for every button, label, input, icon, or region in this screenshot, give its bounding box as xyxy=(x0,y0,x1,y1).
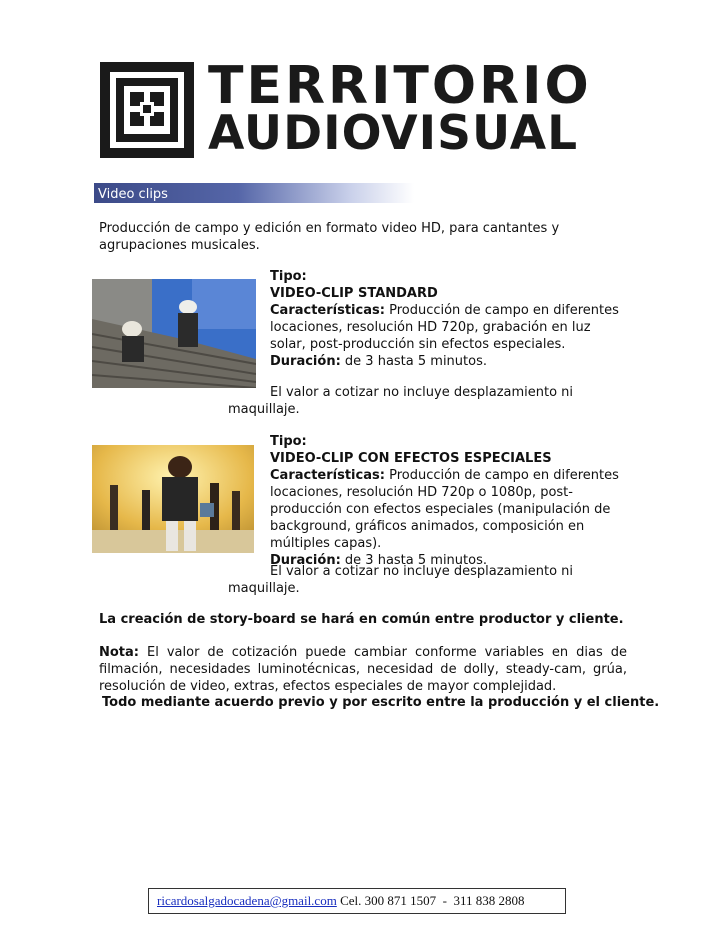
video-clip-efectos-block xyxy=(270,433,632,569)
duracion-text: de 3 hasta 5 minutos. xyxy=(344,553,487,568)
caracteristicas-label: Características: xyxy=(270,468,385,483)
video-clip-standard-photo xyxy=(92,279,256,388)
logo-line-2: AUDIOVISUAL xyxy=(208,106,579,161)
video-clip-standard-block xyxy=(270,268,625,370)
tipo-label: Tipo: xyxy=(270,434,307,449)
duracion-label: Duración: xyxy=(270,354,341,369)
nota-paragraph xyxy=(99,644,627,695)
phone-numbers: Cel. 300 871 1507 - 311 838 2808 xyxy=(340,893,525,908)
tipo-value: VIDEO-CLIP CON EFECTOS ESPECIALES xyxy=(270,451,552,466)
tipo-value: VIDEO-CLIP STANDARD xyxy=(270,286,438,301)
video-clip-efectos-photo xyxy=(92,445,254,553)
storyboard-text: La creación de story-board se hará en común entre productor y cliente. xyxy=(99,612,624,627)
duracion-text: de 3 hasta 5 minutos. xyxy=(344,354,487,369)
email-link[interactable]: ricardosalgadocadena@gmail.com xyxy=(157,893,337,908)
logo-line-1: TERRITORIO xyxy=(208,56,592,116)
note-standard: El valor a cotizar no incluye desplazamiento ni maquillaje. xyxy=(228,385,574,417)
logo xyxy=(96,58,626,162)
intro-text: Producción de campo y edición en formato video HD, para cantantes y agrupaciones musicales. xyxy=(99,221,560,253)
nota-text: El valor de cotización puede cambiar conforme variables en dias de filmación, necesidades luminotécnicas, necesidad de dolly, steady-cam, grúa, resolución de video, extras, efectos especiales de mayor complejidad. xyxy=(99,645,627,694)
note-efectos: El valor a cotizar no incluye desplazamiento ni maquillaje. xyxy=(228,564,574,596)
tipo-label: Tipo: xyxy=(270,269,307,284)
closing-text: Todo mediante acuerdo previo y por escrito entre la producción y el cliente. xyxy=(102,695,660,710)
caracteristicas-label: Características: xyxy=(270,303,385,318)
duracion-label: Duración: xyxy=(270,553,341,568)
footer-contact xyxy=(148,888,566,914)
nota-label: Nota: xyxy=(99,645,139,660)
section-header xyxy=(94,183,414,203)
caracteristicas-text: Producción de campo en diferentes locaciones, resolución HD 720p, grabación en luz solar, post-producción sin efectos especiales. xyxy=(270,303,619,352)
caracteristicas-text: Producción de campo en diferentes locaciones, resolución HD 720p o 1080p, post-producción con efectos especiales (manipulación de background, gráficos animados, composición en múltiples capas). xyxy=(270,468,619,551)
section-title: Video clips xyxy=(98,187,168,202)
